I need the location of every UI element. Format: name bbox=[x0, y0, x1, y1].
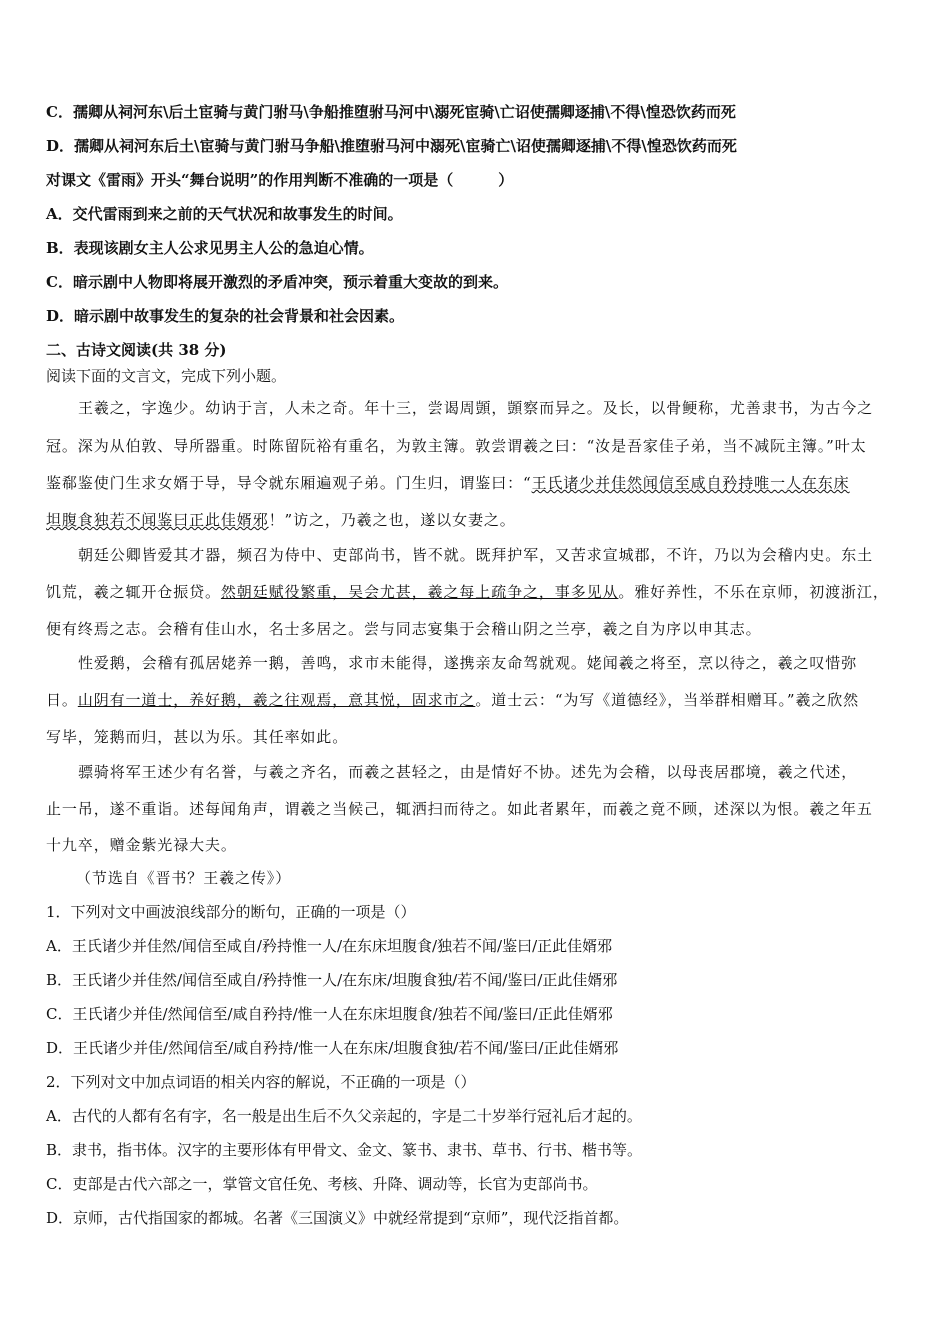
passage-p4-line1: 骠骑将军王述少有名誉，与羲之齐名，而羲之甚轻之，由是情好不协。述先为会稽，以母丧居郡境，羲之代述， bbox=[78, 763, 858, 781]
passage-p2-line1: 朝廷公卿皆爱其才器，频召为侍中、吏部尚书，皆不就。既拜护军，又苦求宣城郡，不许，乃以为会稽内史。东土 bbox=[78, 546, 874, 564]
option-a-leiyu: A．交代雷雨到来之前的天气状况和故事发生的时间。 bbox=[46, 205, 403, 223]
option-d-leiyu: D．暗示剧中故事发生的复杂的社会背景和社会因素。 bbox=[46, 307, 405, 325]
wavy-underline-text: 坦腹食独若不闻鉴曰正此佳婿邪 bbox=[46, 511, 269, 529]
question-2-option-d: D．京师，古代指国家的都城。名著《三国演义》中就经常提到“京师”，现代泛指首都。 bbox=[46, 1209, 629, 1227]
underlined-sentence: 山阴有一道士，养好鹅，羲之往观焉，意其悦，固求市之 bbox=[77, 691, 476, 709]
question-stem-leiyu: 对课文《雷雨》开头“舞台说明”的作用判断不准确的一项是（ ） bbox=[46, 171, 514, 189]
passage-p1-line3 bbox=[46, 473, 850, 493]
passage-source: （节选自《晋书？王羲之传》） bbox=[76, 869, 292, 887]
passage-p3-line2 bbox=[46, 690, 859, 710]
question-2-option-c: C．吏部是古代六部之一，掌管文官任免、考核、升降、调动等，长官为吏部尚书。 bbox=[46, 1175, 598, 1193]
passage-p4-line3: 十九卒，赠金紫光禄大夫。 bbox=[46, 836, 237, 854]
passage-text: 。雅好养性，不乐在京师，初渡浙江， bbox=[618, 583, 889, 601]
option-c-prev: C．孺卿从祠河东\后土宦骑与黄门驸马\争船推堕驸马河中\溺死宦骑\亡诏使孺卿逐捕\不得\惶恐饮药而死 bbox=[46, 103, 736, 121]
passage-text: 鉴郗鉴使门生求女婿于导，导令就东厢遍观子弟。门生归，谓鉴曰：“ bbox=[46, 474, 532, 492]
question-1-option-a: A．王氏诸少并佳然/闻信至咸自/矜持惟一人/在东床坦腹食/独若不闻/鉴曰/正此佳婿邪 bbox=[46, 937, 613, 955]
passage-p1-line4 bbox=[46, 510, 516, 530]
question-1-option-c: C．王氏诸少并佳/然闻信至/咸自矜持/惟一人在东床坦腹食/独若不闻/鉴曰/正此佳婿邪 bbox=[46, 1005, 613, 1023]
question-2-stem: 2．下列对文中加点词语的相关内容的解说，不正确的一项是（） bbox=[46, 1073, 476, 1091]
question-2-option-b: B．隶书，指书体。汉字的主要形体有甲骨文、金文、篆书、隶书、草书、行书、楷书等。 bbox=[46, 1141, 643, 1159]
option-c-leiyu: C．暗示剧中人物即将展开激烈的矛盾冲突，预示着重大变故的到来。 bbox=[46, 273, 508, 291]
question-1-stem: 1．下列对文中画波浪线部分的断句，正确的一项是（） bbox=[46, 903, 416, 921]
question-2-option-a: A．古代的人都有名有字，名一般是出生后不久父亲起的，字是二十岁举行冠礼后才起的。 bbox=[46, 1107, 642, 1125]
passage-text: 饥荒，羲之辄开仓振贷。 bbox=[46, 583, 221, 601]
underlined-sentence: 然朝廷赋役繁重，吴会尤甚，羲之每上疏争之，事多见从 bbox=[220, 583, 619, 601]
option-b-leiyu: B．表现该剧女主人公求见男主人公的急迫心情。 bbox=[46, 239, 374, 257]
question-1-option-d: D．王氏诸少并佳/然闻信至/咸自矜持/惟一人在东床/坦腹食独/若不闻/鉴曰/正此佳婿邪 bbox=[46, 1039, 619, 1057]
passage-text: 日。 bbox=[46, 691, 78, 709]
wavy-underline-text: 王氏诸少并佳然闻信至咸自矜持唯一人在东床 bbox=[531, 474, 850, 492]
passage-text: 。道士云：“为写《道德经》，当举群相赠耳。”羲之欣然 bbox=[475, 691, 860, 709]
passage-p1-line2: 冠。深为从伯敦、导所器重。时陈留阮裕有重名，为敦主簿。敦尝谓羲之曰：“汝是吾家佳子弟，当不减阮主簿。”叶太 bbox=[46, 437, 867, 455]
passage-p3-line3: 写毕，笼鹅而归，甚以为乐。其任率如此。 bbox=[46, 728, 349, 746]
passage-p3-line1: 性爱鹅，会稽有孤居姥养一鹅，善鸣，求市未能得，遂携亲友命驾就观。姥闻羲之将至，烹以待之，羲之叹惜弥 bbox=[78, 654, 858, 672]
section-heading: 二、古诗文阅读(共 38 分) bbox=[46, 341, 227, 359]
passage-p2-line3: 便有终焉之志。会稽有佳山水，名士多居之。尝与同志宴集于会稽山阴之兰亭，羲之自为序以申其志。 bbox=[46, 620, 762, 638]
option-d-prev: D．孺卿从祠河东后土\宦骑与黄门驸马争船\推堕驸马河中溺死\宦骑亡\诏使孺卿逐捕\不得\惶恐饮药而死 bbox=[46, 137, 737, 155]
passage-p2-line2 bbox=[46, 582, 889, 602]
question-1-option-b: B．王氏诸少并佳然/闻信至咸自/矜持惟一人/在东床/坦腹食独/若不闻/鉴曰/正此佳婿邪 bbox=[46, 971, 618, 989]
passage-p1-line1: 王羲之，字逸少。幼讷于言，人未之奇。年十三，尝谒周顗，顗察而异之。及长，以骨鲠称，尤善隶书，为古今之 bbox=[78, 399, 874, 417]
reading-instruction: 阅读下面的文言文，完成下列小题。 bbox=[46, 367, 287, 385]
passage-p4-line2: 止一吊，遂不重诣。述每闻角声，谓羲之当候己，辄洒扫而待之。如此者累年，而羲之竟不顾，述深以为恨。羲之年五 bbox=[46, 800, 873, 818]
passage-text: ！”访之，乃羲之也，遂以女妻之。 bbox=[268, 511, 516, 529]
